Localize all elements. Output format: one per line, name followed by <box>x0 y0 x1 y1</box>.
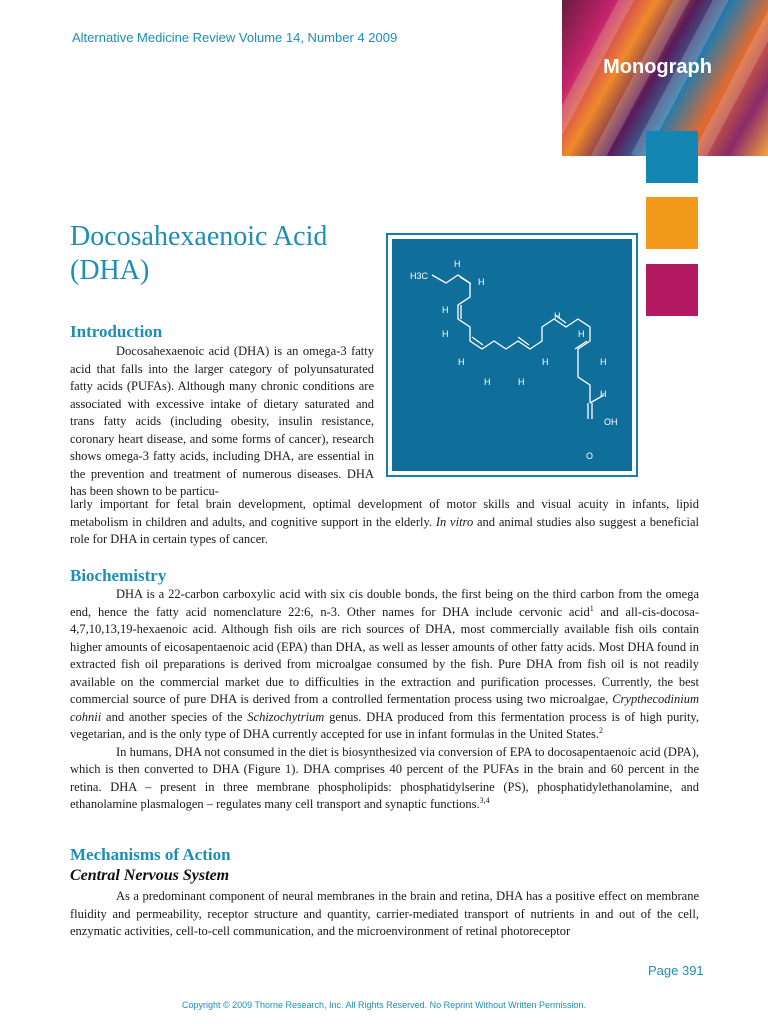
hydrogen-label: H <box>478 277 485 287</box>
reference-1: 1 <box>589 603 594 613</box>
hydrogen-label: H <box>484 377 491 387</box>
species-name: Crypthecodinium cohnii <box>70 692 699 724</box>
page-number: Page 391 <box>648 963 704 978</box>
introduction-paragraph-narrow <box>70 343 374 501</box>
hydroxyl-label: OH <box>604 417 618 427</box>
section-label: Monograph <box>603 56 712 78</box>
dha-molecule-diagram <box>392 239 632 471</box>
introduction-paragraph-wide <box>70 496 699 549</box>
in-vitro-term: In vitro <box>435 514 474 529</box>
heading-mechanisms: Mechanisms of Action <box>70 845 231 864</box>
hydrogen-label: H <box>542 357 549 367</box>
introduction-text: Docosahexaenoic acid (DHA) is an omega-3 fatty acid that falls into the larger category of polyunsaturated fatty acids (PUFAs). Although many chronic conditions are associated with excessive intake of dietary saturated and trans fatty acids (including obesity, insulin resistance, coronary heart disease, and some forms of cancer), research shows omega-3 fatty acids, including DHA, are essential in the prevention and treatment of numerous diseases. DHA has been shown to be particu- <box>70 344 374 498</box>
genus-name: Schizochytrium <box>247 709 325 724</box>
hydrogen-label: H <box>442 305 449 315</box>
article-title: Docosahexaenoic Acid (DHA) <box>70 221 328 286</box>
oxygen-label: O <box>586 451 594 461</box>
introduction-continued: larly important for fetal brain development, optimal development of motor skills and visual acuity in infants, lipid metabolism in children and adults, and cognitive support in the elderly. <box>70 497 699 529</box>
introduction-end: and animal studies also suggest a beneficial role for DHA in certain types of cancer. <box>70 514 700 546</box>
methyl-label: H3C <box>410 271 429 281</box>
hydrogen-label: H <box>578 329 585 339</box>
mechanisms-paragraph-1: As a predominant component of neural membranes in the brain and retina, DHA has a positive effect on membrane fluidity and permeability, receptor structure and quantity, carrier-mediated transport of nutrients in and out of the cell, enzymatic activities, cell-to-cell communication, and the microenvironment of retinal photoreceptor <box>70 889 699 938</box>
hydrogen-label: H <box>554 311 561 321</box>
hydrogen-label: H <box>458 357 465 367</box>
accent-square-orange <box>646 197 698 249</box>
hydrogen-label: H <box>600 389 607 399</box>
journal-citation: Alternative Medicine Review Volume 14, Number 4 2009 <box>72 30 398 45</box>
biochemistry-paragraph-2: In humans, DHA not consumed in the diet is biosynthesized via conversion of EPA to docosapentaenoic acid (DPA), which is then converted to DHA (Figure 1). DHA comprises 40 percent of the PUFAs in the brain and 60 percent in the retina. DHA – present in three membrane phospholipids: phosphatidylserine (PS), phosphatidylethanolamine, and ethanolamine plasmalogen – regulates many cell transport and synaptic functions.$^{3,4}$ <box>70 744 699 811</box>
dha-structure-figure <box>386 233 638 477</box>
reference-2: 2 <box>599 725 604 735</box>
hydrogen-label: H <box>442 329 449 339</box>
reference-3-4: 3,4 <box>479 795 490 805</box>
hydrogen-label: H <box>518 377 525 387</box>
biochemistry-paragraph-1: DHA is a 22-carbon carboxylic acid with six cis double bonds, the first being on the third carbon from the omega end, hence the fatty acid nomenclature 22:6, n-3. Other names for DHA include cervonic acid$^1$ and all-cis-docosa-4,7,10,13,19-hexaenoic acid. Although fish oils are rich sources of DHA, most commercially available fish oils contain higher amounts of eicosapentaenoic acid (EPA) than DHA, as well as lesser amounts of other fatty acids. Most DHA found in extracted fish oil preparations is derived from microalgae consumed by the fish. Pure DHA from fish oil is not readily available on the commercial market due to difficulties in the extraction and purification processes. Currently, the best commercial source of pure DHA is derived from a controlled fermentation process using two microalgae, Crypthecodinium cohnii and another species of the Schizochytrium genus. DHA produced from this fermentation process is of high purity, vegetarian, and is the only type of DHA currently accepted for use in infant formulas in the United States.$^2$ <box>70 587 699 741</box>
mechanisms-section <box>70 888 699 941</box>
hydrogen-label: H <box>454 259 461 269</box>
biochemistry-section <box>70 586 699 814</box>
hydrogen-label: H <box>600 357 607 367</box>
accent-square-magenta <box>646 264 698 316</box>
accent-square-blue <box>646 131 698 183</box>
subheading-cns: Central Nervous System <box>70 867 230 884</box>
copyright-notice: Copyright © 2009 Thorne Research, Inc. All Rights Reserved. No Reprint Without Written Permission. <box>182 1000 586 1010</box>
heading-introduction: Introduction <box>70 322 163 341</box>
heading-biochemistry: Biochemistry <box>70 566 167 585</box>
